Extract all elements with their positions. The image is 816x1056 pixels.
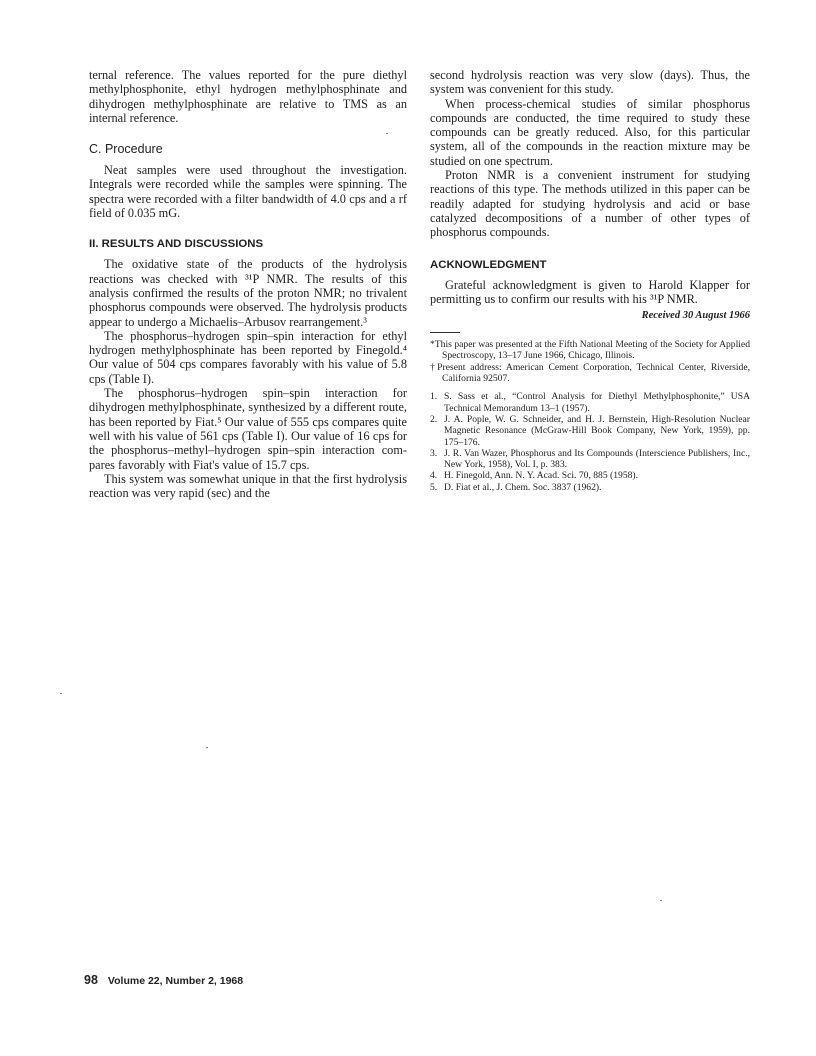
reference-item — [430, 470, 750, 481]
paragraph-intro: ternal reference. The values reported for the pure diethyl methylphosphonite, ethyl hydrogen methylphosphinate and dihydrogen methylphosphinate are relative to TMS as an internal reference. — [89, 68, 407, 125]
reference-item — [430, 391, 750, 414]
paragraph-results-4: This system was somewhat unique in that the first hydrolysis reaction was very rapid (sec) and the — [89, 471, 407, 501]
reference-text: J. A. Pople, W. G. Schneider, and H. J. Bernstein, High-Resolution Nuclear Magnetic Resonance (McGraw-Hill Book Company, New York, 1959), pp. 175–176. — [444, 413, 750, 448]
paragraph-results-3: The phosphorus–hydrogen spin–spin interaction for dihydrogen methylphosphinate, synthesized by a different route, has been reported by Fiat.⁵ Our value of 555 cps compares quite well with his value of 561 cps (Table I). Our value of 16 cps for the phosphorus–methyl–hydrogen spin–spin interaction compares favorably with Fiat's value of 15.7 cps. — [89, 386, 407, 472]
reference-number: 5. — [430, 481, 438, 493]
scan-speck — [206, 747, 208, 748]
footnote-rule — [430, 332, 460, 333]
journal-issue: Volume 22, Number 2, 1968 — [107, 975, 244, 987]
footnote-presented: *This paper was presented at the Fifth National Meeting of the Society for Applied Spectroscopy, 13–17 June 1966, Chicago, Illinois. — [430, 339, 750, 362]
section-heading-acknowledgment: ACKNOWLEDGMENT — [430, 258, 547, 271]
paragraph-proton-nmr: Proton NMR is a convenient instrument for studying reactions of this type. The methods utilized in this paper can be readily adapted for studying hydrolysis and acid or base catalyzed decompositions of a number of other types of phosphorus compounds. — [430, 168, 750, 240]
received-date: Received 30 August 1966 — [641, 310, 750, 322]
reference-item — [430, 448, 750, 471]
footnotes — [430, 339, 750, 384]
paragraph-continued: second hydrolysis reaction was very slow (days). Thus, the system was convenient for this study. — [430, 68, 750, 97]
paragraph-procedure: Neat samples were used throughout the investigation. Integrals were recorded while the samples were spinning. The spectra were recorded with a filter bandwidth of 4.0 cps and a rf field of 0.035 mG. — [89, 163, 407, 221]
page-footer — [84, 973, 243, 987]
section-heading-results: II. RESULTS AND DISCUSSIONS — [89, 238, 264, 251]
reference-number: 4. — [430, 470, 438, 482]
paragraph-results-2: The phosphorus–hydrogen spin–spin interaction for ethyl hydrogen methylphosphinate has been reported by Finegold.⁴ Our value of 504 cps compares favorably with his value of 5.8 cps (Table I). — [89, 328, 407, 386]
page-number: 98 — [84, 973, 98, 987]
reference-text: S. Sass et al., “Control Analysis for Diethyl Methylphosphonite,” USA Technical Memorandum 13–1 (1957). — [444, 391, 750, 414]
reference-number: 2. — [430, 413, 438, 425]
scan-speck — [660, 900, 662, 901]
right-column — [430, 68, 750, 493]
reference-text: J. R. Van Wazer, Phosphorus and Its Compounds (Interscience Publishers, Inc., New York, 1958), Vol. I, p. 383. — [444, 447, 750, 471]
reference-item — [430, 482, 750, 493]
paragraph-results-1: The oxidative state of the products of the hydrolysis reactions was checked with ³¹P NMR. The results of this analysis confirmed the results of the proton NMR; no trivalent phosphorus compounds were observed. The hydrolysis products appear to undergo a Michaelis–Arbusov rearrangement.³ — [89, 257, 407, 329]
reference-item — [430, 414, 750, 448]
paragraph-acknowledgment: Grateful acknowledgment is given to Harold Klapper for permitting us to confirm our results with his ³¹P NMR. — [430, 277, 750, 306]
reference-list — [430, 391, 750, 493]
footnote-address: †Present address: American Cement Corporation, Technical Center, Riverside, California 92507. — [430, 361, 750, 385]
paragraph-process-chemical: When process-chemical studies of similar phosphorus compounds are conducted, the time required to study these compounds can be greatly reduced. Also, for this particular system, all of the compounds in the reaction mixture may be studied on one spectrum. — [430, 96, 750, 168]
reference-text: H. Finegold, Ann. N. Y. Acad. Sci. 70, 885 (1958). — [444, 470, 638, 482]
left-column — [89, 68, 407, 500]
reference-text: D. Fiat et al., J. Chem. Soc. 3837 (1962). — [444, 481, 602, 493]
reference-number: 1. — [430, 391, 438, 403]
reference-number: 3. — [430, 447, 438, 459]
scan-speck — [386, 133, 388, 134]
subheading-procedure: C. Procedure — [89, 142, 163, 157]
scan-speck — [60, 693, 62, 694]
